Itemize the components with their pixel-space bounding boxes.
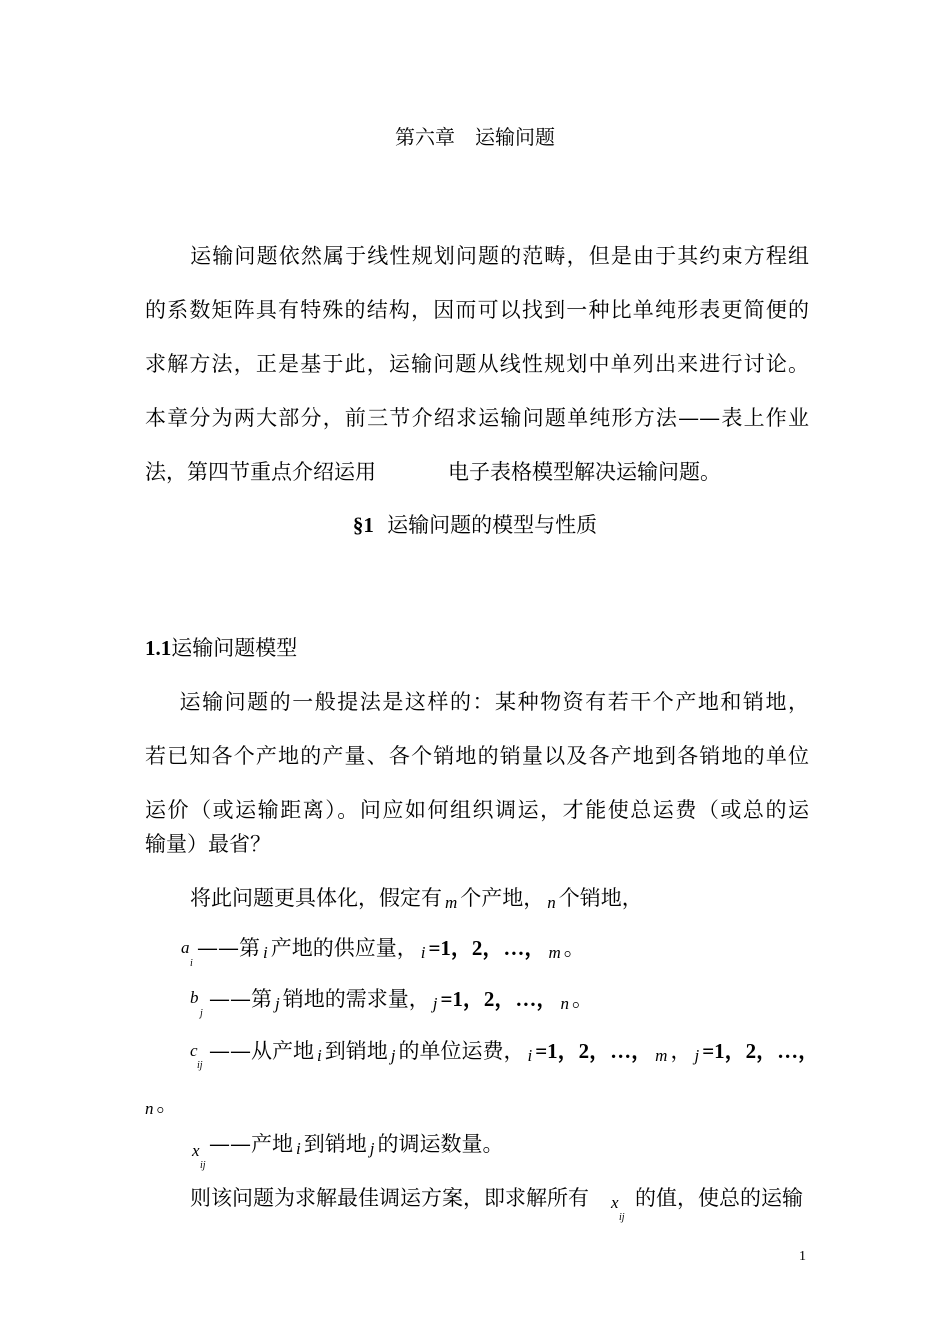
body-line: 运价（或运输距离）。问应如何组织调运，才能使总运费（或总的运 bbox=[145, 798, 809, 822]
body-line: 运输问题的一般提法是这样的：某种物资有若干个产地和销地， bbox=[178, 690, 809, 714]
page-title: 第六章 运输问题 bbox=[395, 125, 555, 149]
intro-line: 本章分为两大部分，前三节介绍求运输问题单纯形方法——表上作业 bbox=[145, 406, 809, 430]
intro-line: 法，第四节重点介绍运用 电子表格模型解决运输问题。 bbox=[145, 460, 721, 484]
section-heading: §1 运输问题的模型与性质 bbox=[352, 513, 598, 537]
intro-line: 运输问题依然属于线性规划问题的范畴，但是由于其约束方程组 bbox=[189, 244, 809, 268]
body-line: 输量）最省？ bbox=[145, 832, 271, 856]
intro-line: 的系数矩阵具有特殊的结构，因而可以找到一种比单纯形表更简便的 bbox=[145, 298, 809, 322]
page-number: 1 bbox=[799, 1249, 806, 1264]
subsection-heading: 1.1运输问题模型 bbox=[145, 636, 298, 660]
body-line: 若已知各个产地的产量、各个销地的销量以及各产地到各销地的单位 bbox=[145, 744, 809, 768]
assumption-line: 将此问题更具体化，假定有 m 个产地， n 个销地， bbox=[190, 886, 643, 912]
intro-line: 求解方法，正是基于此，运输问题从线性规划中单列出来进行讨论。 bbox=[145, 352, 809, 376]
